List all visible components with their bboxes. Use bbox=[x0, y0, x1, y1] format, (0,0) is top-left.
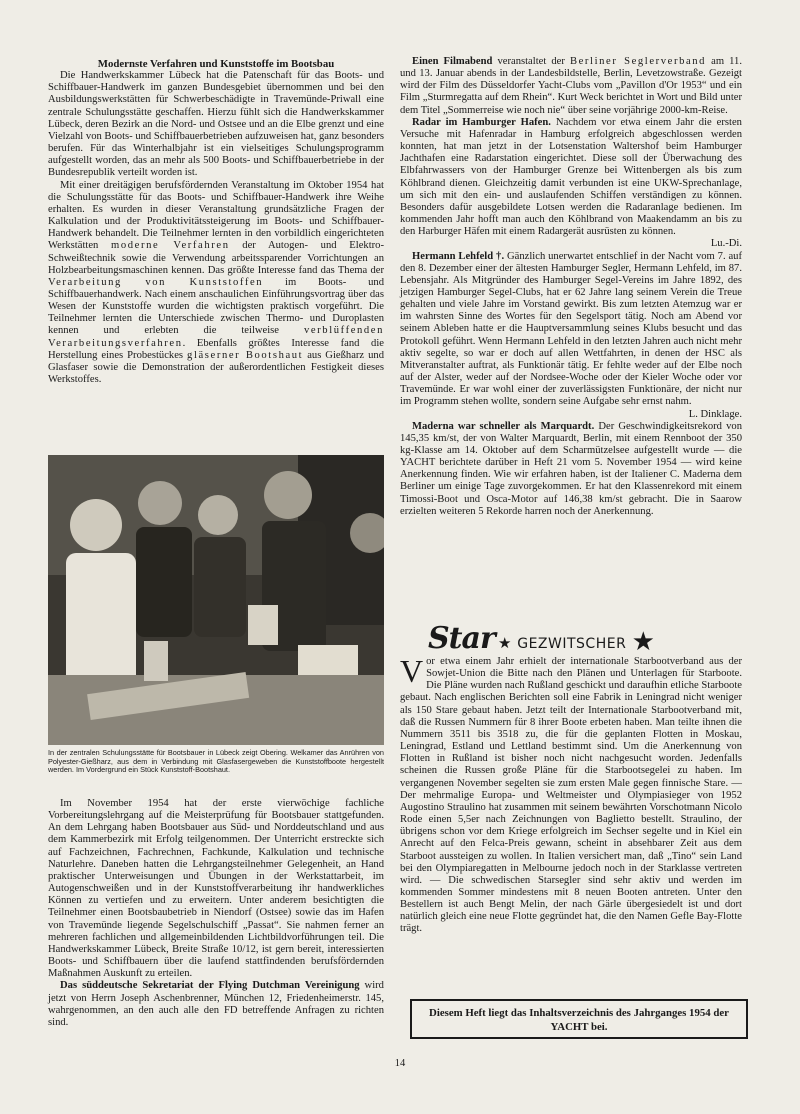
bold-lead: Hermann Lehfeld †. bbox=[412, 250, 505, 262]
small-star-icon: ★ bbox=[498, 634, 512, 652]
bold-lead: Einen Filmabend bbox=[412, 56, 493, 67]
notice-box: Diesem Heft liegt das Inhaltsverzeichnis des Jahrganges 1954 der YACHT bei. bbox=[410, 999, 748, 1039]
star-article bbox=[400, 653, 742, 936]
article-paragraph bbox=[400, 56, 742, 117]
article-paragraph bbox=[400, 421, 742, 518]
star-icon: ★ bbox=[631, 627, 656, 657]
spaced-text: Verarbeitung von Kunststoffen bbox=[48, 276, 264, 288]
article-paragraph bbox=[48, 180, 384, 387]
bold-lead: Maderna war schneller als Marquardt. bbox=[412, 420, 595, 432]
left-column bbox=[48, 58, 384, 386]
article-paragraph: Im November 1954 hat der erste vierwöchige fachliche Vorbereitungslehrgang auf die Meisterprüfung für Bootsbauer stattgefunden. An dem Lehrgang haben Bootsbauer aus Süd- und Norddeutschland und aus dem Kammerbezirk mit Erfolg teilgenommen. Der Unterricht erstreckte sich auf Fachzeichnen, Fachrechnen, Fachkunde, Kalkulation und technische Naturlehre. Daneben hatten die Lehrgangsteilnehmer Gelegenheit, an Hand praktischer Unterweisungen und Übungen in der Werkstattarbeit, im Autogenschweißen und in der Kunststoffverarbeitung ihr handwerkliches Können zu vertiefen und zu erweitern. Unter anderem besichtigten die Teilnehmer einen Bootsbaubetrieb in Niendorf (Ostsee) sowie das im Hafen von Travemünde liegende Segelschulschiff „Passat“. Sie nahmen ferner an mehreren fachlichen und allgemeinbildenden Lichtbildvorführungen teil. Die Handwerkskammer Lübeck, Breite Straße 10/12, ist gern bereit, interessierten Boots- und Schiffbauern über die laufend stattfindenden berufsfördernden Maßnahmen Auskunft zu erteilen. bbox=[48, 798, 384, 980]
article-paragraph bbox=[400, 653, 742, 936]
text-run: Der Geschwindigkeitsrekord von 145,35 km/st, der von Walter Marquardt, Berlin, mit einem Rennboot der 350 kg-Klasse am 14. Oktober auf dem Scharmützelsee aufgestellt wurde — die YACHT berichtete darüber in Heft 21 vom 5. November 1954 — wird keine Anerkennung finden. Wie wir erfahren haben, ist der Italiener C. Maderna dem Berliner um einige Tage zuvorgekommen. Er hat den Klassenrekord mit einem Timossi-Boot und Osca-Motor auf 146,38 km/st gebracht. Die in Saarow erzielten weiteren 5 Rekorde harren noch der Anerkennung. bbox=[400, 420, 742, 517]
bold-lead: Das süddeutsche Sekretariat der Flying Dutchman Vereinigung bbox=[60, 980, 360, 992]
text-run: der Autogen- und Elektro-Schweißtechnik sowie die Verwendung arbeitssparender Vorrichtungen an Holzbearbeitungsmaschinen kennen. Das größte Interesse fand das Thema der bbox=[48, 240, 384, 276]
right-column bbox=[400, 56, 742, 518]
text-run: am 11. und 13. Januar abends in der Landesbildstelle, Berlin, Levetzowstraße. Gezeigt wird der Film des Düsseldorfer Yacht-Clubs vom „Pavillon d'Or 1953“ und ein Film „Sturmregatta auf dem Rhein“. Kurt Weck berichtet in Wort und Bild unter dem Titel „Sommerreise wie noch nie“ über seine vorjährige 2000-km-Reise. bbox=[400, 56, 742, 116]
text-run: im Boots- und Schiffbauerhandwerk. Nach einem anschaulichen Einführungsvortrag über das Wesen der Kunststoffe wurden die wichtigsten praktisch vorgeführt. Die Teilnehmer lernten die Unterschiede zwischen Thermo- und Duroplasten kennen und erlebten die teilweise bbox=[48, 276, 384, 337]
page-number: 14 bbox=[394, 1058, 406, 1069]
text-run: Gänzlich unerwartet entschlief in der Nacht vom 7. auf den 8. Dezember einer der ältesten Hamburger Segler, Hermann Lehfeld, im 87. Lebensjahr. Als Mitgründer des Hamburger Segel-Vereins im Jahre 1892, des jetzigen Hamburger Segel-Clubs, hat er 62 Jahre lang seinem Verein die Treue gehalten und viele Jahre im Vorstand gewirkt. Bis zum letzten Atemzug war er im wahrsten Sinne des Wortes für den Segelsport tätig. Noch am Abend vor seinem Ableben hatte er die Hauptversammlung seines Klubs besucht und das Protokoll geführt. Wenn Hermann Lehfeld in den letzten Jahren auch nicht mehr aktiv segelte, so war er doch auf allen Wettfahrten, in denen der HSC als Mitveranstalter auftrat, als Funktionär tätig. Er fehlte weder auf der Elbe noch auf der Alster, weder auf der Nordsee-Woche oder der Kieler Woche oder vor Travemünde. Er war wohl einer der zuverlässigsten Funktionäre, der nicht nur im Programm stehen wollte, sondern seine Aufgabe sehr ernst nahm. bbox=[400, 250, 742, 408]
spaced-text: verblüffenden Verarbeitungsverfahren bbox=[48, 325, 384, 349]
text-run: aus Gießharz und Glasfaser sowie die Demonstration der außerordentlichen Festigkeit dieses Werkstoffes. bbox=[48, 349, 384, 386]
drop-cap: V bbox=[400, 653, 424, 689]
text-run: Mit einer dreitägigen berufsfördernden Veranstaltung im Oktober 1954 hat die Schulungsstätte für das Boots- und Schiffbauer-Handwerk ihre Weihe erhalten. Es wurden in dieser Veranstaltung grundsätzliche Fragen der Kalkulation und der Produktivitätssteigerung im Boots- und Schiffbauer-Handwerk behandelt. Die Teilnehmer lernten in den vorbildlich eingerichteten Werkstätten bbox=[48, 179, 384, 252]
star-gezwitscher-header bbox=[428, 622, 718, 656]
text-run: veranstaltet der bbox=[492, 56, 570, 67]
spaced-text: Berliner Seglerverband bbox=[569, 56, 707, 67]
spaced-text: moderne Verfahren bbox=[111, 240, 230, 252]
star-logo: Star bbox=[428, 621, 495, 656]
author-signature: Lu.-Di. bbox=[710, 238, 742, 250]
left-column-bottom bbox=[48, 798, 384, 1029]
text-run: wird jetzt von Herrn Joseph Aschenbrenner, München 12, Friedenheimerstr. 145, wahrgenommen, an den auch alle den FD betreffende Anfragen zu richten sind. bbox=[48, 980, 384, 1028]
text-run: or etwa einem Jahr erhielt der internationale Starbootverband aus der Sowjet-Union die Bitte nach den Plänen und Unterlagen für Starboote. Die Pläne wurden nach Rußland geschickt und daraufhin etliche Starboote gebaut. Nach englischen Berichten soll eine Fabrik in Leningrad nicht weniger als 150 Stare gebaut haben. Jetzt teilt der Internationale Starbootverband mit, daß die Russen Nummern für 8 ihrer Boote erbeten haben. Man teilte ihnen die Nummern 3511 bis 3518 zu, die für die geplanten Flotten in Moskau, Leningrad, Estland und Lettland bestimmt sind. Um die Anerkennung von Flotten in Rußland ist bisher noch nicht nachgesucht worden. Jedenfalls scheinen die Russen große Pläne für die Starbootsegelei zu haben. Im vergangenen November segelten sie zum ersten Male gegen finnische Stare. — Der mehrmalige Europa- und Weltmeister und Olympiasieger von 1952 Augostino Straulino hat zusammen mit seinem bewährten Vorschotmann Nicolo Rode einen 5,5er nach Zeichnungen von Baglietto bestellt. Straulino, der übrigens schon vor dem Kriege erfolgreich im Sechser segelte und in Kiel ein Anrecht auf den Felca-Preis gewann, scheint in absehbarer Zeit aus dem Starboot aussteigen zu wollen. In Italien versichert man, daß „Tino“ sein Land bei den Olympiaregatten in Melbourne jedoch noch in der Starklasse vertreten wird. — Die schwedischen Starsegler sind sehr aktiv und werden im kommenden Sommer mindestens mit 8 neuen Booten antreten. Unter den Bestellern ist auch Bengt Melin, der nach Gärle übergesiedelt ist und dort natürlich gleich eine neue Flotte gegründet hat, die den Namen Gefle Bay-Flotte trägt. bbox=[400, 656, 742, 935]
spaced-text: gläserner Bootshaut bbox=[187, 349, 304, 361]
photo-caption: In der zentralen Schulungsstätte für Bootsbauer in Lübeck zeigt Obering. Welkamer das Anrühren von Polyester-Gießharz, aus dem in Verbindung mit Glasfasergeweben die Kunststoffboote hergestellt werden. Im Vordergrund ein Stück Kunststoff-Bootshaut. bbox=[48, 748, 384, 775]
article-paragraph bbox=[400, 117, 742, 239]
workshop-photo bbox=[48, 455, 384, 745]
article-paragraph bbox=[48, 980, 384, 1029]
author-signature: L. Dinklage. bbox=[688, 408, 742, 420]
text-run: Nachdem vor etwa einem Jahr die ersten Versuche mit Hafenradar in Hamburg erfolgreich abgeschlossen werden konnten, hat man jetzt in der Lotsenstation Waltershof beim Hamburger Jachthafen eine Radarstation eingerichtet. Diese soll der Überwachung des Elbfahrwassers von der Hamburger Grenze bei Wittenbergen als bis zum Köhlbrand dienen. Gleichzeitig damit verbunden ist eine UKW-Sprechanlage, um sich mit den ein- und auslaufenden Schiffen verständigen zu können. Besonders dafür ausgebildete Lotsen werden die Radaranlage bedienen. Im kommenden Jahr hofft man auch den Köhlbrand von Maakendamm an bis zu den Harburger Häfen mit einem Radargerät ausrüsten zu können. bbox=[400, 116, 742, 238]
bold-lead: Radar im Hamburger Hafen. bbox=[412, 116, 551, 128]
gezwitscher-label: GEZWITSCHER bbox=[517, 636, 627, 652]
article-paragraph: Die Handwerkskammer Lübeck hat die Patenschaft für das Boots- und Schiffbauer-Handwerk im ganzen Bundesgebiet übernommen und bei den Ausbildungswerkstätten für Schwerbeschädigte in Travemünde-Priwall eine zentrale Schulungsstätte geschaffen. Hierzu fühlt sich die Handwerkskammer Lübeck, deren Bezirk an die Nord- und Ostsee und an die Elbe grenzt und eine Vielzahl von Boots- und Schiffbauerbetrieben aufzuweisen hat, ganz besonders berufen. Für das Winterhalbjahr ist ein vielseitiges Schulungsprogramm aufgestellt worden, das an mehr als 500 Boots- und Schiffbauerbetriebe in der Bundesrepublik verteilt worden ist. bbox=[48, 70, 384, 179]
article-paragraph bbox=[400, 251, 742, 409]
text-run: . Ebenfalls größtes Interesse fand die Herstellung eines Probestückes bbox=[48, 337, 384, 361]
star-header-title bbox=[498, 627, 656, 657]
article-headline: Modernste Verfahren und Kunststoffe im Bootsbau bbox=[97, 58, 335, 70]
